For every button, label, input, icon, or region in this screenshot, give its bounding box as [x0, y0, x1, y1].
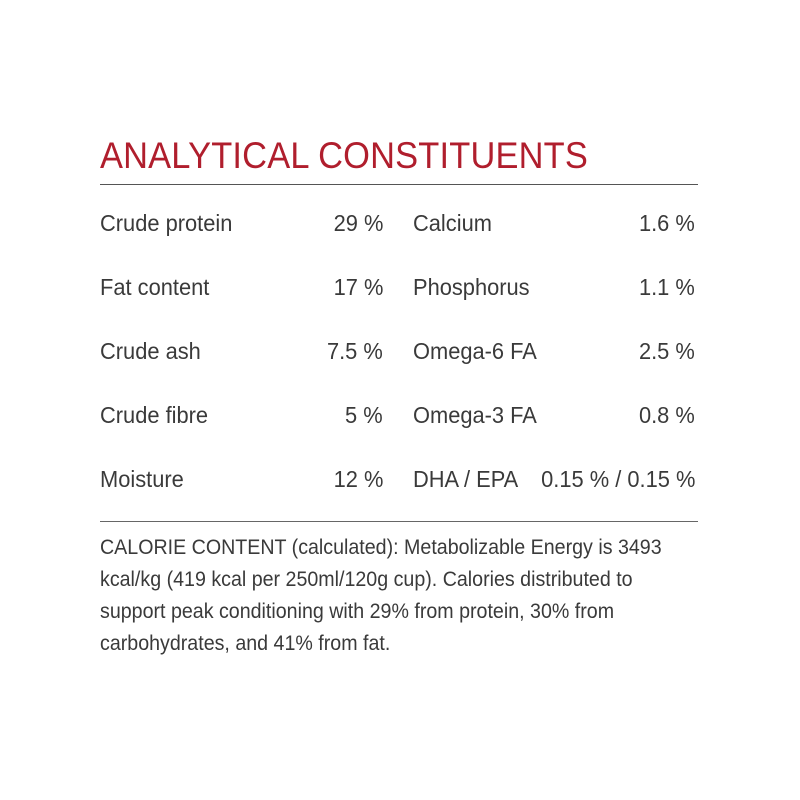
constituents-left-column — [100, 191, 383, 511]
analytical-constituents-panel — [100, 132, 698, 681]
constituents-right-column — [383, 191, 698, 511]
constituent-row — [383, 319, 698, 383]
constituent-value: 0.8 % — [639, 401, 695, 428]
constituent-label: Crude fibre — [100, 401, 209, 428]
title-divider — [100, 184, 698, 185]
constituent-row — [100, 255, 383, 319]
section-title: ANALYTICAL CONSTITUENTS — [100, 135, 589, 176]
constituent-label: Calcium — [413, 209, 492, 236]
constituent-label: Moisture — [100, 465, 184, 492]
constituent-value: 29 % — [333, 209, 383, 236]
constituent-row — [100, 383, 383, 447]
constituent-row — [383, 191, 698, 255]
table-divider — [100, 521, 698, 522]
constituent-label: Crude ash — [100, 337, 201, 364]
constituent-value: 5 % — [345, 401, 383, 428]
calorie-content-text: CALORIE CONTENT (calculated): Metabolizable Energy is 3493 kcal/kg (419 kcal per 250ml/120g cup). Calories distributed to support peak conditioning with 29% from protein, 30% from carbohydrates, and 41% from fat. — [100, 536, 662, 655]
constituent-value: 2.5 % — [639, 337, 695, 364]
constituent-row — [383, 383, 698, 447]
constituent-label: Crude protein — [100, 209, 233, 236]
constituent-label: DHA / EPA — [413, 465, 519, 492]
constituent-value: 12 % — [333, 465, 383, 492]
constituent-label: Phosphorus — [413, 273, 530, 300]
constituent-row — [383, 255, 698, 319]
constituent-label: Omega-6 FA — [413, 337, 537, 364]
constituent-value: 0.15 % / 0.15 % — [540, 465, 695, 492]
constituent-row — [100, 319, 383, 383]
constituent-value: 1.1 % — [639, 273, 695, 300]
constituent-value: 17 % — [333, 273, 383, 300]
constituent-row — [100, 447, 383, 511]
constituent-row — [383, 447, 698, 511]
constituents-table — [100, 191, 698, 511]
constituent-value: 1.6 % — [639, 209, 695, 236]
constituent-row — [100, 191, 383, 255]
constituent-label: Fat content — [100, 273, 210, 300]
constituent-value: 7.5 % — [327, 337, 383, 364]
constituent-label: Omega-3 FA — [413, 401, 537, 428]
